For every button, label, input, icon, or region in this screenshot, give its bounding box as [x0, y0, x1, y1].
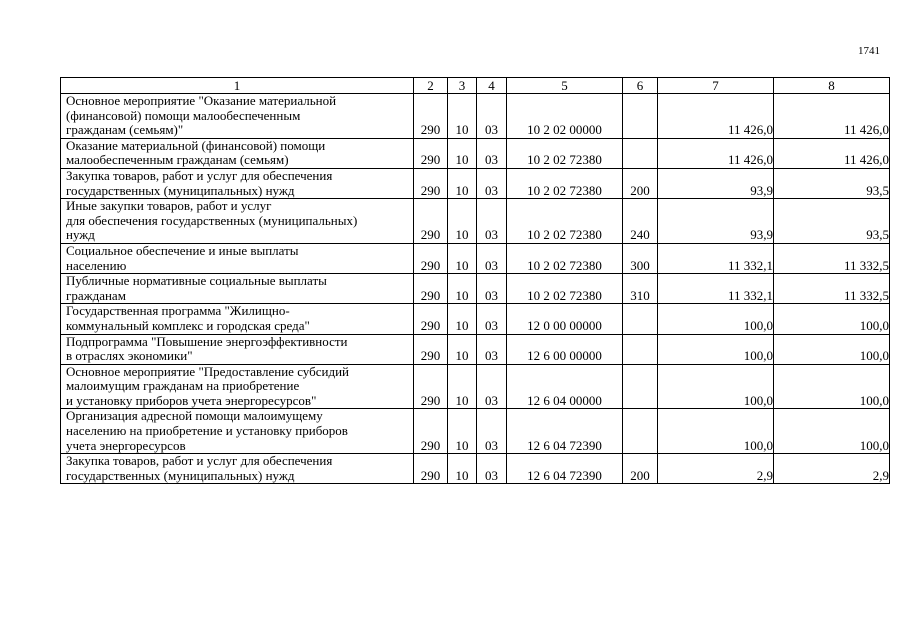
column-header: 3 — [448, 78, 477, 94]
item-name-line: Государственная программа "Жилищно- — [66, 303, 290, 319]
item-name-line: Иные закупки товаров, работ и услуг — [66, 198, 272, 214]
table-row — [61, 94, 890, 139]
item-name-line: Закупка товаров, работ и услуг для обеспечения — [66, 168, 333, 183]
cell-subsection: 03 — [477, 138, 507, 168]
cell-subsection: 03 — [477, 274, 507, 304]
cell-item-name — [61, 168, 414, 198]
cell-section: 10 — [448, 334, 477, 364]
item-name-line: государственных (муниципальных) нужд — [66, 182, 295, 198]
cell-amount-col7: 11 332,1 — [658, 243, 774, 273]
item-name-line: Оказание материальной (финансовой) помощи — [66, 138, 326, 153]
item-name-line: и установку приборов учета энергоресурсов" — [66, 392, 317, 408]
cell-section: 10 — [448, 243, 477, 273]
column-header: 2 — [414, 78, 448, 94]
cell-subsection: 03 — [477, 409, 507, 454]
cell-target-article: 12 0 00 00000 — [507, 304, 623, 334]
table-row — [61, 454, 890, 484]
cell-expense-type — [623, 304, 658, 334]
item-name-line: населению на приобретение и установку приборов — [66, 423, 348, 439]
cell-amount-col8: 100,0 — [774, 409, 890, 454]
cell-section: 10 — [448, 138, 477, 168]
cell-item-name — [61, 454, 414, 484]
cell-amount-col7: 100,0 — [658, 409, 774, 454]
table-header-row — [61, 78, 890, 94]
cell-chapter: 290 — [414, 304, 448, 334]
cell-expense-type: 200 — [623, 168, 658, 198]
cell-section: 10 — [448, 274, 477, 304]
cell-amount-col8: 11 426,0 — [774, 138, 890, 168]
item-name-line: населению — [66, 257, 127, 273]
cell-section: 10 — [448, 409, 477, 454]
item-name-line: коммунальный комплекс и городская среда" — [66, 317, 310, 333]
cell-amount-col8: 11 332,5 — [774, 243, 890, 273]
item-name-line: для обеспечения государственных (муниципальных) — [66, 212, 358, 228]
item-name-line: (финансовой) помощи малообеспеченным — [66, 107, 301, 123]
table-row — [61, 199, 890, 244]
cell-chapter: 290 — [414, 168, 448, 198]
cell-amount-col8: 100,0 — [774, 334, 890, 364]
table-row — [61, 409, 890, 454]
cell-amount-col8: 93,5 — [774, 168, 890, 198]
item-name-line: малообеспеченным гражданам (семьям) — [66, 152, 289, 168]
cell-amount-col7: 100,0 — [658, 304, 774, 334]
cell-amount-col7: 11 426,0 — [658, 94, 774, 139]
cell-subsection: 03 — [477, 243, 507, 273]
cell-amount-col7: 100,0 — [658, 364, 774, 409]
cell-expense-type: 300 — [623, 243, 658, 273]
cell-chapter: 290 — [414, 274, 448, 304]
cell-target-article: 10 2 02 00000 — [507, 94, 623, 139]
column-header: 6 — [623, 78, 658, 94]
cell-subsection: 03 — [477, 304, 507, 334]
cell-amount-col8: 2,9 — [774, 454, 890, 484]
column-header: 7 — [658, 78, 774, 94]
cell-item-name — [61, 243, 414, 273]
cell-section: 10 — [448, 304, 477, 334]
item-name-line: Социальное обеспечение и иные выплаты — [66, 243, 299, 258]
page-number: 1741 — [858, 45, 880, 57]
table-row — [61, 364, 890, 409]
cell-section: 10 — [448, 199, 477, 244]
item-name-line: Организация адресной помощи малоимущему — [66, 408, 323, 424]
cell-amount-col8: 100,0 — [774, 364, 890, 409]
table-row — [61, 138, 890, 168]
column-header: 8 — [774, 78, 890, 94]
cell-target-article: 10 2 02 72380 — [507, 243, 623, 273]
item-name-line: в отраслях экономики" — [66, 348, 193, 364]
cell-subsection: 03 — [477, 199, 507, 244]
cell-amount-col7: 100,0 — [658, 334, 774, 364]
cell-expense-type: 240 — [623, 199, 658, 244]
item-name-line: Закупка товаров, работ и услуг для обеспечения — [66, 453, 333, 469]
cell-amount-col8: 11 426,0 — [774, 94, 890, 139]
cell-chapter: 290 — [414, 243, 448, 273]
cell-chapter: 290 — [414, 199, 448, 244]
table-row — [61, 168, 890, 198]
table-row — [61, 274, 890, 304]
cell-target-article: 10 2 02 72380 — [507, 168, 623, 198]
cell-target-article: 12 6 04 72390 — [507, 454, 623, 484]
cell-target-article: 10 2 02 72380 — [507, 274, 623, 304]
item-name-line: государственных (муниципальных) нужд — [66, 467, 295, 483]
cell-expense-type — [623, 94, 658, 139]
item-name-line: Основное мероприятие "Предоставление субсидий — [66, 364, 350, 379]
cell-subsection: 03 — [477, 168, 507, 198]
item-name-line: гражданам (семьям)" — [66, 122, 184, 138]
cell-chapter: 290 — [414, 409, 448, 454]
cell-section: 10 — [448, 168, 477, 198]
column-header: 1 — [61, 78, 414, 94]
table-row — [61, 304, 890, 334]
cell-item-name — [61, 199, 414, 244]
item-name-line: нужд — [66, 227, 95, 243]
cell-section: 10 — [448, 94, 477, 139]
table-body — [61, 78, 890, 484]
cell-section: 10 — [448, 454, 477, 484]
cell-expense-type: 200 — [623, 454, 658, 484]
cell-expense-type — [623, 138, 658, 168]
cell-amount-col8: 11 332,5 — [774, 274, 890, 304]
cell-amount-col7: 2,9 — [658, 454, 774, 484]
cell-expense-type — [623, 334, 658, 364]
cell-amount-col7: 93,9 — [658, 168, 774, 198]
item-name-line: гражданам — [66, 287, 126, 303]
cell-subsection: 03 — [477, 94, 507, 139]
cell-section: 10 — [448, 364, 477, 409]
item-name-line: Публичные нормативные социальные выплаты — [66, 273, 327, 289]
cell-target-article: 12 6 04 00000 — [507, 364, 623, 409]
table-row — [61, 243, 890, 273]
cell-subsection: 03 — [477, 334, 507, 364]
cell-target-article: 10 2 02 72380 — [507, 199, 623, 244]
cell-subsection: 03 — [477, 364, 507, 409]
cell-amount-col7: 11 426,0 — [658, 138, 774, 168]
item-name-line: малоимущим гражданам на приобретение — [66, 378, 300, 394]
item-name-line: Подпрограмма "Повышение энергоэффективности — [66, 334, 348, 349]
cell-item-name — [61, 334, 414, 364]
cell-item-name — [61, 364, 414, 409]
cell-chapter: 290 — [414, 454, 448, 484]
cell-subsection: 03 — [477, 454, 507, 484]
cell-amount-col7: 93,9 — [658, 199, 774, 244]
cell-amount-col8: 100,0 — [774, 304, 890, 334]
cell-chapter: 290 — [414, 364, 448, 409]
cell-chapter: 290 — [414, 138, 448, 168]
column-header: 4 — [477, 78, 507, 94]
cell-target-article: 12 6 00 00000 — [507, 334, 623, 364]
cell-amount-col8: 93,5 — [774, 199, 890, 244]
cell-chapter: 290 — [414, 334, 448, 364]
cell-target-article: 10 2 02 72380 — [507, 138, 623, 168]
cell-expense-type — [623, 364, 658, 409]
item-name-line: Основное мероприятие "Оказание материальной — [66, 93, 337, 108]
cell-item-name — [61, 409, 414, 454]
budget-table — [60, 77, 890, 484]
cell-item-name — [61, 94, 414, 139]
item-name-line: учета энергоресурсов — [66, 437, 186, 453]
cell-target-article: 12 6 04 72390 — [507, 409, 623, 454]
table-row — [61, 334, 890, 364]
cell-item-name — [61, 274, 414, 304]
cell-item-name — [61, 138, 414, 168]
column-header: 5 — [507, 78, 623, 94]
cell-item-name — [61, 304, 414, 334]
cell-expense-type: 310 — [623, 274, 658, 304]
cell-expense-type — [623, 409, 658, 454]
cell-amount-col7: 11 332,1 — [658, 274, 774, 304]
cell-chapter: 290 — [414, 94, 448, 139]
